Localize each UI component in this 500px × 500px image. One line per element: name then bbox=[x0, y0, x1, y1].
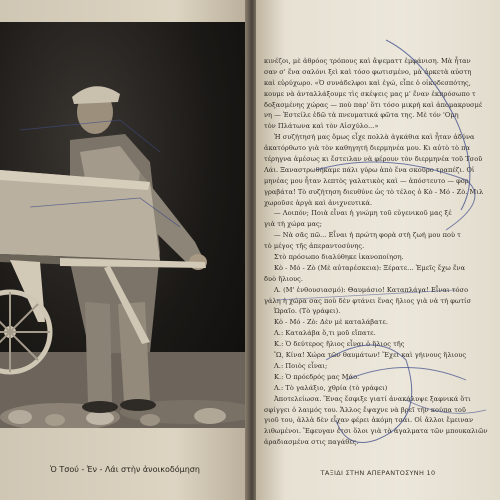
text-line: λιθωμένοι. Ἔφευγαν ἐτσι ὅλοι γιὰ τὰ ἀγαλματα τῶν μπουκαλιῶν bbox=[264, 427, 488, 436]
text-line: Λ.: Καταλάβα ὅ,τι μοῦ εἴπατε. bbox=[274, 329, 376, 338]
text-line: τέρηγνα ἀμέσως κι ἔστειλαν νὰ φέρουν τὸν διερμηνέα τοῦ Τσοῦ bbox=[264, 155, 483, 164]
text-line: γιοῦ του, ἀλλὰ δὲν εἶχαν φέρει ἀκόμη τσάι. Οἱ ἄλλοι ἔμειναν bbox=[264, 416, 473, 425]
text-line: μηνέας μου ἦταν λεπτὸς γαλατικὸς καὶ — ἀπόστευτο — φορ bbox=[264, 176, 469, 185]
text-line: Λ. (Μ' ἐνθουσιασμό): Θαυμάσιο! Καταπλάγα! Εἶναι τόσο bbox=[274, 285, 469, 294]
text-line: — Λοιπόν; Ποιὰ εἶναι ἡ γνώμη τοῦ εὐγενικοῦ μας ξέ bbox=[274, 209, 452, 218]
text-line: Ὢ, Κίνα! Χώρα τῶν θαυμάτων! Ἔχει καὶ γήινους ἥλιους bbox=[274, 351, 467, 360]
text-line: δοξασμένης χώρας — ποὺ παρ' ὅτι τόσο μικρή καὶ ἀπομακρυσμέ bbox=[264, 100, 483, 109]
text-line: — Νὰ σᾶς πῶ... Εἶναι ἡ πρώτη φορὰ στὴ ζωή μου ποὺ τ bbox=[274, 231, 461, 240]
worker-photo bbox=[0, 22, 250, 428]
right-page bbox=[256, 0, 500, 500]
photo-illustration bbox=[0, 22, 250, 428]
text-line: σφίγγει ὁ λαιμός του. Ἄλλος ἔψαχνε νὰ βρεῖ τὴν κούπα τοῦ bbox=[264, 405, 466, 414]
text-line: Στὸ πρόσωπο διαλύθηκε ἱκανοποίηση. bbox=[274, 253, 404, 262]
text-line: Λ.: Ποιὸς εἶναι; bbox=[274, 361, 328, 370]
text-line: γραβάτα! Τὸ συζήτηση διευθύνε ὡς τὸ τέλος ὁ Κὸ - Μό - Ζὸ. Μιλ bbox=[264, 187, 484, 196]
page-footer: ΤΑΞΙΔΙ ΣΤΗΝ ΑΠΕΡΑΝΤΟΣΥΝΗ 10 bbox=[320, 469, 436, 477]
text-line: Κ.: Ὁ πρόεδρός μας Μάο. bbox=[274, 372, 360, 381]
text-line: Λάι. Ξαναστρωθήκαμε πάλι γύρω ἀπὸ ἕνα σκοῦρο τραπέζι. Οἱ bbox=[264, 165, 475, 174]
text-line: ἀκατόρθωτο γιὰ τὸν καθηγητή διερμηνέα μου. Κι αὐτὸ τὸ πα bbox=[264, 144, 471, 153]
text-line: γάλη ἡ χώρα σας ποὺ δὲν φτάνει ἕνας ἥλιος γιὰ νὰ τή φωτίσ bbox=[264, 296, 472, 305]
text-line: Ὡραῖο. (Τὸ γράφει). bbox=[274, 307, 341, 316]
page-text bbox=[264, 56, 496, 448]
text-line: γιὰ τὴ χώρα μας; bbox=[264, 220, 323, 229]
text-line: Κὸ - Μό - Ζὸ: Δὲν μὲ καταλάβατε. bbox=[274, 318, 388, 327]
text-line: κουμε νὰ ἀνταλλάξουμε τὶς σκέψεις μας μ' ἕναν ἐκπρόσωπο τ bbox=[264, 89, 476, 98]
text-line: νη — Ἐστείλε ἐδῶ τὰ πνευματικά φῶτα της. Μὲ τόν 'Ομη bbox=[264, 111, 459, 120]
text-line: Κὸ - Μό - Ζὸ (Μὲ αὐταρέσκεια): Ξέρατε... Ἐμεῖς ἔχω ἕνα bbox=[274, 263, 466, 272]
text-line: τὸ μέγος τῆς ἀπεραντοσύνης. bbox=[264, 242, 365, 251]
text-line: Ἀποτελείωσα. Ἕνας ἔσφιξε γιατί ἀνακάλυψε ξαφνικά ὅτι bbox=[274, 394, 471, 403]
text-line: σαν σ' ἕνα σαλόνι ξεὶ καὶ τόσο φωτισμένο, μὰ ἀρκετὰ αὐστη bbox=[264, 67, 472, 76]
text-line: Λ.: Τὸ γαλάξιο, χθρία (τὸ γράφει) bbox=[274, 383, 388, 392]
text-line: Ἡ συζήτησή μας ὅμως εἶχε πολλὰ ἀγκάθια καὶ ἦταν ἀδύνα bbox=[274, 133, 475, 142]
text-line: ἀραδιασμένα στις παγάθες. bbox=[264, 438, 359, 447]
text-line: Κ.: Ὁ δεύτερος ἥλιος εἶναι ὁ ἥλιος τῆς bbox=[274, 340, 405, 349]
text-line: δυὸ ἥλιους. bbox=[264, 274, 304, 283]
text-line: κινέζοι, μὲ ἀθρόος τρόπους καὶ ἄψεματτ ἐμφάνιση. Μὰ ἦταν bbox=[264, 57, 471, 65]
photo-caption: Ὁ Τσού - Ἐν - Λάι στὴν ἀνοικοδόμηση bbox=[50, 465, 200, 474]
text-line: τὸν Πλάτωνα καὶ τὸν Αἰσχύλο...» bbox=[264, 122, 379, 131]
text-line: καὶ εὐρύχωρο. «Ὁ συνάδελφοι καὶ ἐγώ, εἶπε ὁ οἰκοδεσπότης, bbox=[264, 78, 471, 87]
text-line: χωροῦσε ἀργὰ καὶ ἀνιχνευτικά. bbox=[264, 198, 373, 207]
